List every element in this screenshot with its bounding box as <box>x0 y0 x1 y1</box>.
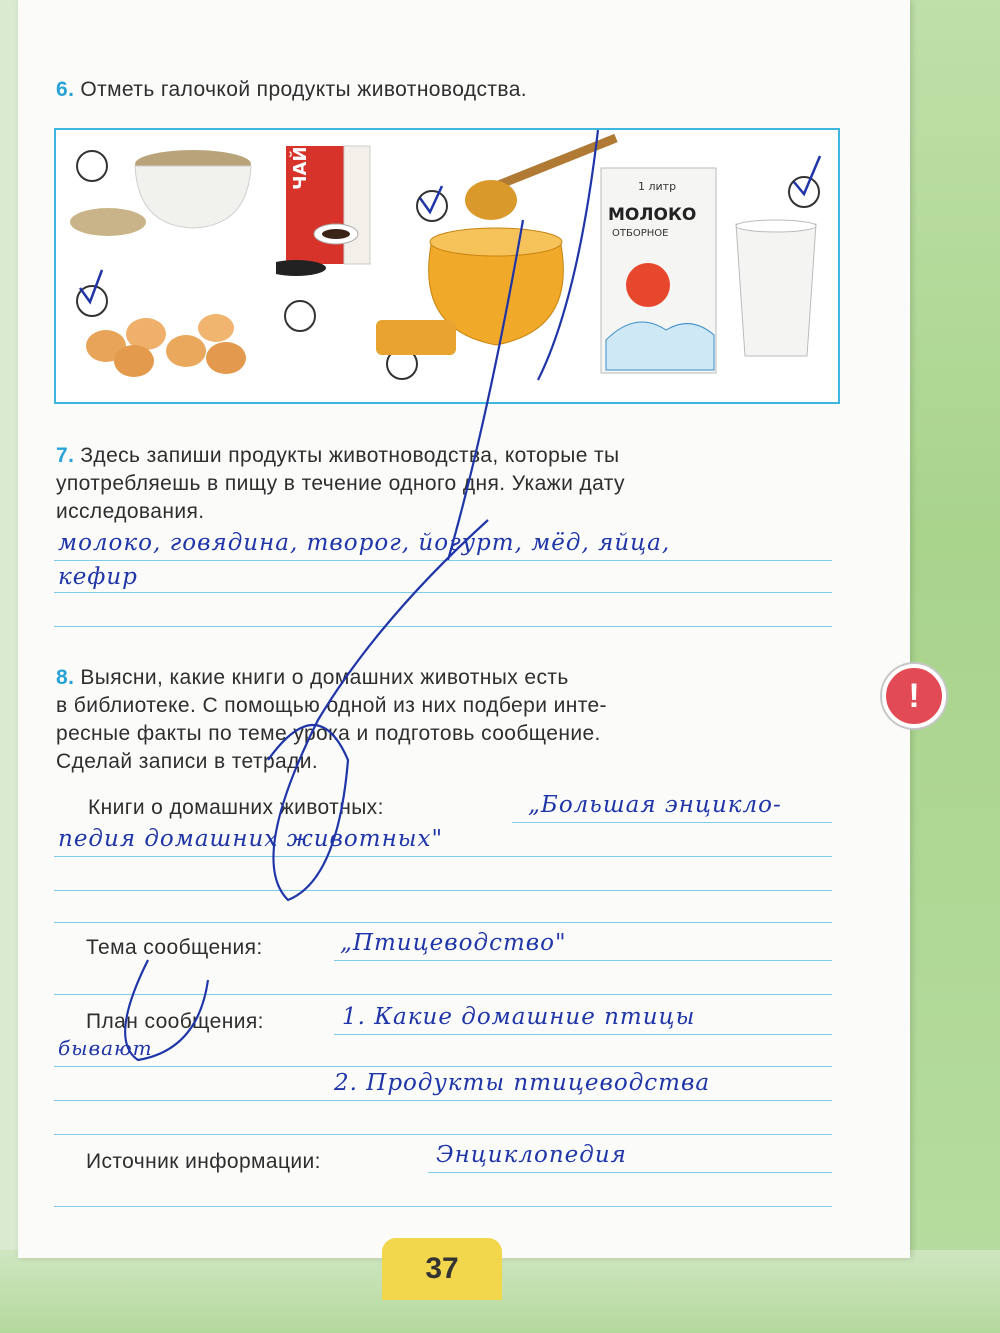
workbook-page <box>18 0 910 1258</box>
topic-answer[interactable]: „Птицеводство" <box>340 930 567 956</box>
books-label: Книги о домашних животных: <box>88 796 384 819</box>
books-answer-2[interactable]: педия домашних животных" <box>58 826 444 852</box>
task-8-heading: 8. Выясни, какие книги о домашних животных есть в библиотеке. С помощью одной из них подбери инте- ресные факты по теме урока и подготовь сообщение. Сделай записи в тетради. <box>56 666 607 773</box>
task-7-answer-line-1[interactable]: молоко, говядина, творог, йогурт, мёд, яйца, <box>58 530 671 556</box>
page-number: 37 <box>382 1238 502 1300</box>
task-7-heading: 7. Здесь запиши продукты животноводства, которые ты употребляешь в пищу в течение одного дня. Укажи дату исследования. <box>56 444 625 523</box>
topic-label: Тема сообщения: <box>86 936 263 959</box>
plan-answer-1[interactable]: 1. Какие домашние птицы <box>342 1004 696 1030</box>
svg-text:1 литр: 1 литр <box>638 180 677 193</box>
books-answer-1[interactable]: „Большая энцикло- <box>528 792 782 818</box>
attention-icon: ! <box>882 664 946 728</box>
source-answer[interactable]: Энциклопедия <box>436 1142 627 1168</box>
plan-label: План сообщения: <box>86 1010 264 1033</box>
plan-answer-2[interactable]: 2. Продукты птицеводства <box>334 1070 711 1096</box>
source-label: Источник информации: <box>86 1150 321 1173</box>
svg-text:ЧАЙ: ЧАЙ <box>290 146 311 190</box>
handwritten-ink-overlay <box>18 0 910 1258</box>
svg-text:ОТБОРНОЕ: ОТБОРНОЕ <box>612 228 669 239</box>
svg-text:МОЛОКО: МОЛОКО <box>608 205 697 225</box>
task-7-answer-line-2[interactable]: кефир <box>58 564 138 590</box>
task-6-heading: 6. Отметь галочкой продукты животноводства. <box>56 78 528 101</box>
plan-answer-1b[interactable]: бывают <box>58 1036 153 1060</box>
